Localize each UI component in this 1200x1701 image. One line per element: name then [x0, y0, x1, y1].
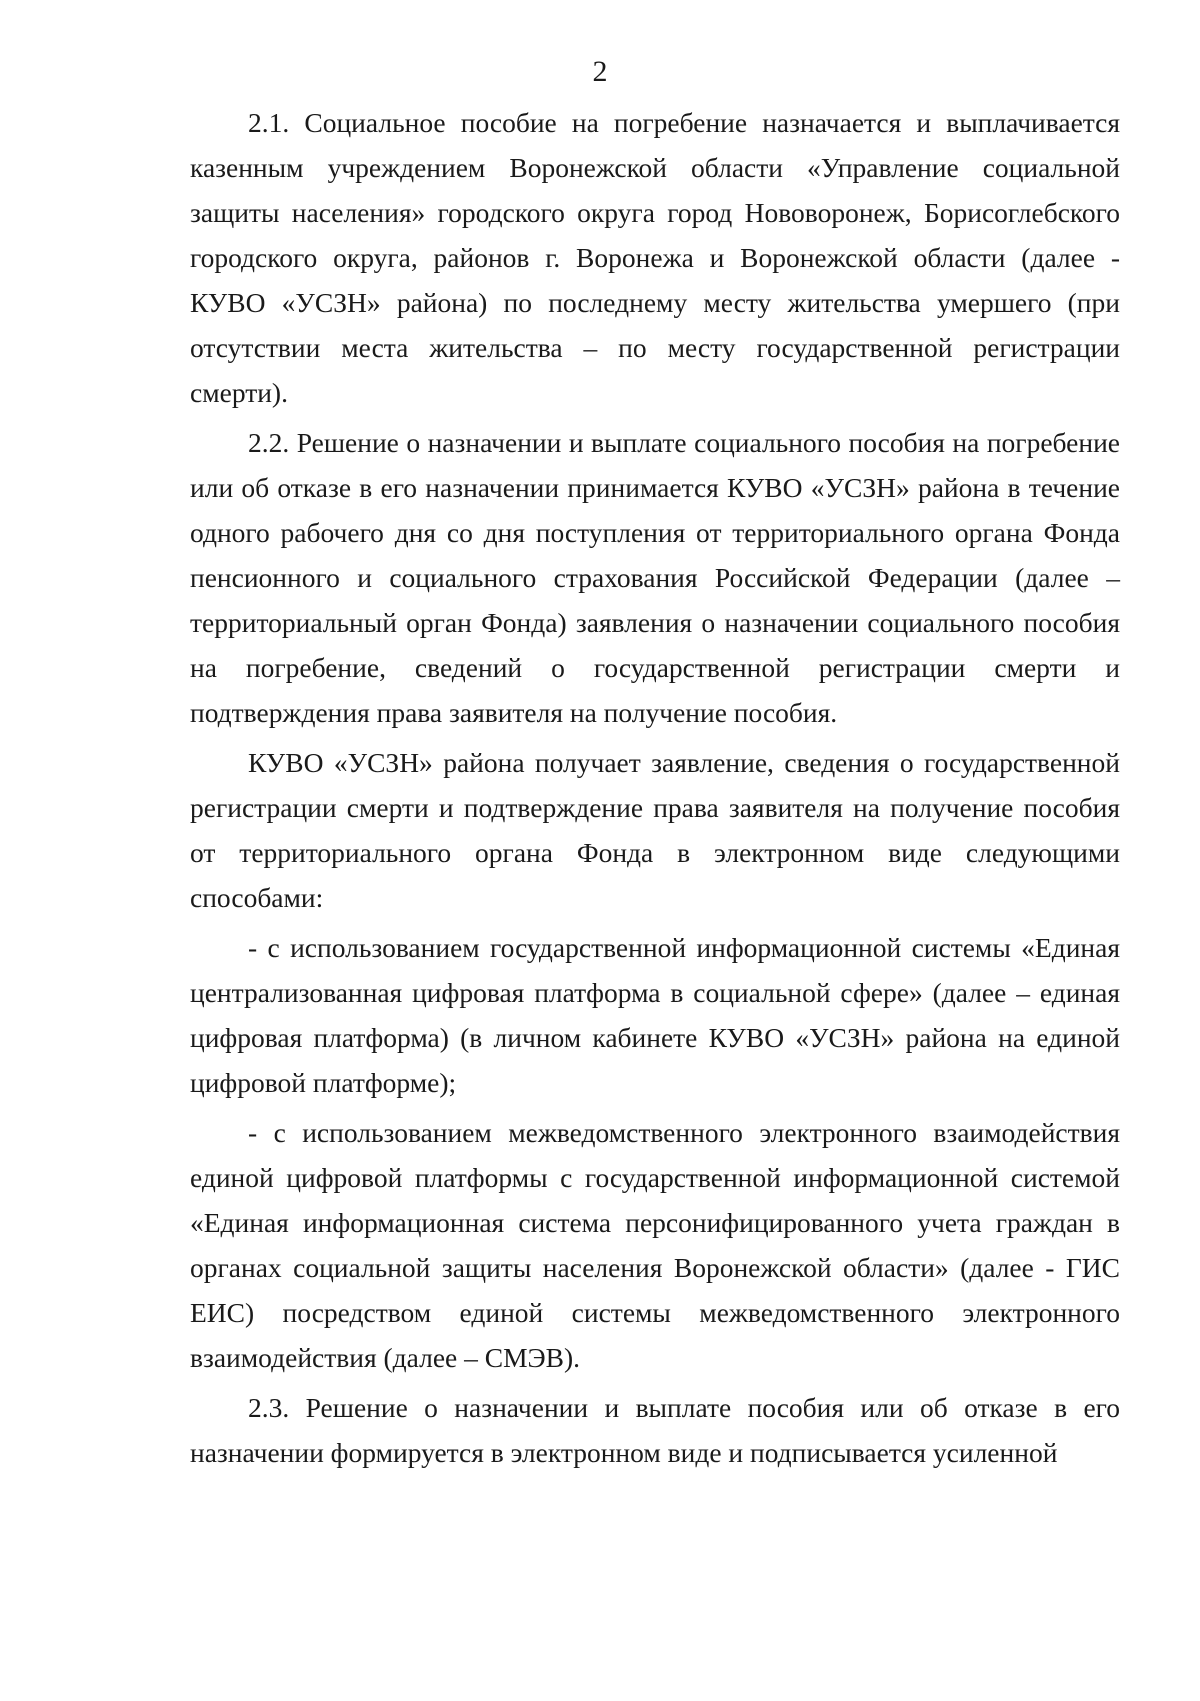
paragraph-receipt-methods: КУВО «УСЗН» района получает заявление, сведения о государственной регистрации смерти и подтверждение права заявителя на получение пособия от территориального органа Фонда в электронном виде следующими способами:	[190, 747, 1120, 913]
paragraph-2-2: 2.2. Решение о назначении и выплате социального пособия на погребение или об отказе в его назначении принимается КУВО «УСЗН» района в течение одного рабочего дня со дня поступления от территориального органа Фонда пенсионного и социального страхования Российской Федерации (далее – территориальный орган Фонда) заявления о назначении социального пособия на погребение, сведений о государственной регистрации смерти и подтверждения права заявителя на получение пособия.	[190, 427, 1120, 728]
paragraph-2-3: 2.3. Решение о назначении и выплате пособия или об отказе в его назначении формируется в электронном виде и подписывается усиленной	[190, 1392, 1120, 1468]
list-item-digital-platform: - с использованием государственной информационной системы «Единая централизованная цифровая платформа в социальной сфере» (далее – единая цифровая платформа) (в личном кабинете КУВО «УСЗН» района на единой цифровой платформе);	[190, 932, 1120, 1098]
page-number: 2	[592, 55, 608, 88]
list-item-interagency-interaction: - с использованием межведомственного электронного взаимодействия единой цифровой платформы с государственной информационной системой «Единая информационная система персонифицированного учета граждан в органах социальной защиты населения Воронежской области» (далее - ГИС ЕИС) посредством единой системы межведомственного электронного взаимодействия (далее – СМЭВ).	[190, 1117, 1120, 1373]
document-body	[190, 100, 1120, 1480]
paragraph-2-1: 2.1. Социальное пособие на погребение назначается и выплачивается казенным учреждением Воронежской области «Управление социальной защиты населения» городского округа город Нововоронеж, Борисоглебского городского округа, районов г. Воронежа и Воронежской области (далее - КУВО «УСЗН» района) по последнему месту жительства умершего (при отсутствии места жительства – по месту государственной регистрации смерти).	[190, 107, 1120, 408]
